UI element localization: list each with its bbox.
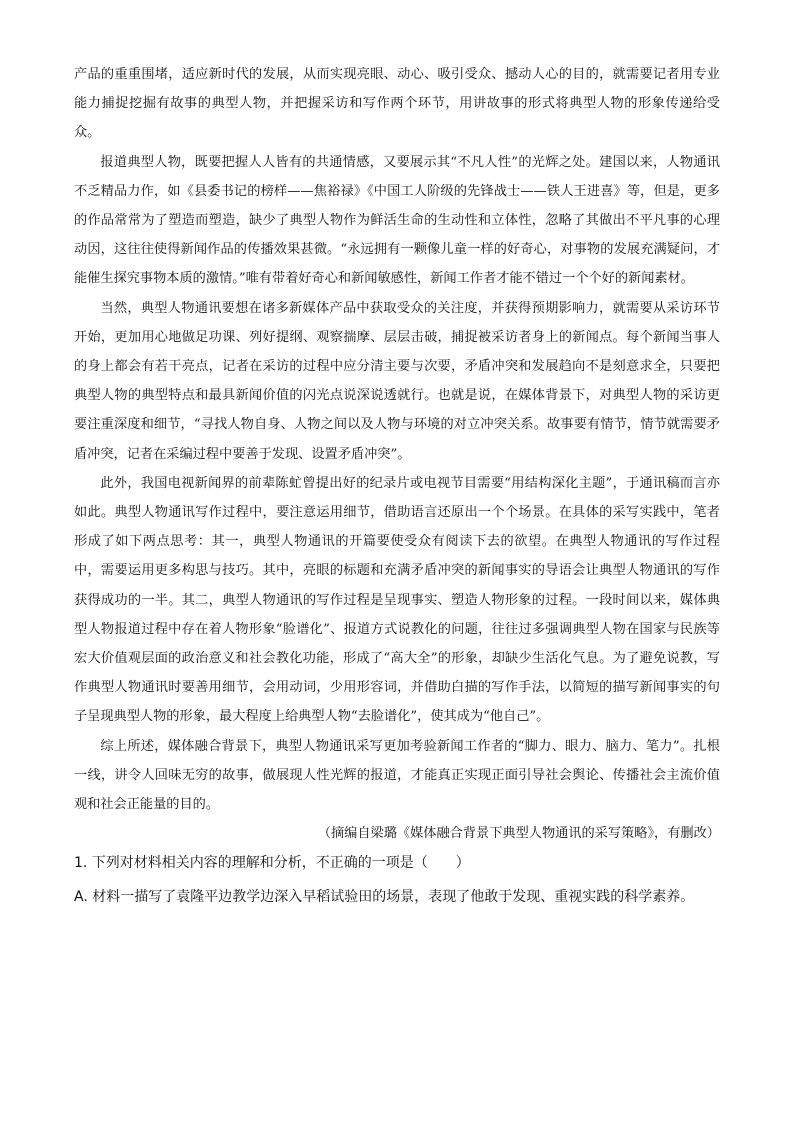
document-page xyxy=(74,60,720,912)
article-paragraph-1: 产品的重重围堵，适应新时代的发展，从而实现亮眼、动心、吸引受众、撼动人心的目的，就需要记者用专业能力捕捉挖掘有故事的典型人物，并把握采访和写作两个环节，用讲故事的形式将典型人物的形象传递给受众。 xyxy=(74,67,720,141)
question-option-a: A. 材料一描写了袁隆平边教学边深入早稻试验田的场景，表现了他敢于发现、重视实践的科学素养。 xyxy=(74,889,695,906)
article-paragraph-2: 报道典型人物，既要把握人人皆有的共通情感，又要展示其“不凡人性”的光辉之处。建国以来，人物通讯不乏精品力作，如《县委书记的榜样——焦裕禄》《中国工人阶级的先锋战士——铁人王进喜》等，但是，更多的作品常常为了塑造而塑造，缺少了典型人物作为鲜活生命的生动性和立体性，忽略了其做出不平凡事的心理动因，这往往使得新闻作品的传播效果甚微。“永远拥有一颗像儿童一样的好奇心，对事物的发展充满疑问，才能催生探究事物本质的激情。”唯有带着好奇心和新闻敏感性，新闻工作者才能不错过一个个好的新闻素材。 xyxy=(74,154,720,287)
question-stem: 1. 下列对材料相关内容的理解和分析，不正确的一项是（ ） xyxy=(74,855,470,872)
article-source-citation: （摘编自梁璐《媒体融合背景下典型人物通讯的采写策略》，有删改） xyxy=(317,826,720,842)
article-paragraph-4: 此外，我国电视新闻界的前辈陈虻曾提出好的纪录片或电视节目需要“用结构深化主题”，于通讯稿而言亦如此。典型人物通讯写作过程中，要注意运用细节，借助语言还原出一个个场景。在具体的采写实践中，笔者形成了如下两点思考：其一，典型人物通讯的开篇要使受众有阅读下去的欲望。在典型人物通讯的写作过程中，需要运用更多构思与技巧。其中，亮眼的标题和充满矛盾冲突的新闻事实的导语会让典型人物通讯的写作获得成功的一半。其二，典型人物通讯的写作过程是呈现事实、塑造人物形象的过程。一段时间以来，媒体典型人物报道过程中存在着人物形象“脸谱化”、报道方式说教化的问题，往往过多强调典型人物在国家与民族等宏大价值观层面的政治意义和社会教化功能，形成了“高大全”的形象，却缺少生活化气息。为了避免说教，写作典型人物通讯时要善用细节，会用动词，少用形容词，并借助白描的写作手法，以简短的描写新闻事实的句子呈现典型人物的形象，最大程度上给典型人物“去脸谱化”，使其成为“他自己”。 xyxy=(74,475,720,725)
article-paragraph-3: 当然，典型人物通讯要想在诸多新媒体产品中获取受众的关注度，并获得预期影响力，就需要从采访环节开始，更加用心地做足功课、列好提纲、观察揣摩、层层击破，捕捉被采访者身上的新闻点。每个新闻当事人的身上都会有若干亮点，记者在采访的过程中应分清主要与次要，矛盾冲突和发展趋向不是刻意求全，只要把典型人物的典型特点和最具新闻价值的闪光点说深说透就行。也就是说，在媒体背景下，对典型人物的采访更要注重深度和细节，“寻找人物自身、人物之间以及人物与环境的对立冲突关系。故事要有情节，情节就需要矛盾冲突，记者在采编过程中要善于发现、设置矛盾冲突”。 xyxy=(74,300,720,462)
article-paragraph-5: 综上所述，媒体融合背景下，典型人物通讯采写更加考验新闻工作者的“脚力、眼力、脑力、笔力”。扎根一线，讲令人回味无穷的故事，做展现人性光辉的报道，才能真正实现正面引导社会舆论、传播社会主流价值观和社会正能量的目的。 xyxy=(74,738,720,813)
